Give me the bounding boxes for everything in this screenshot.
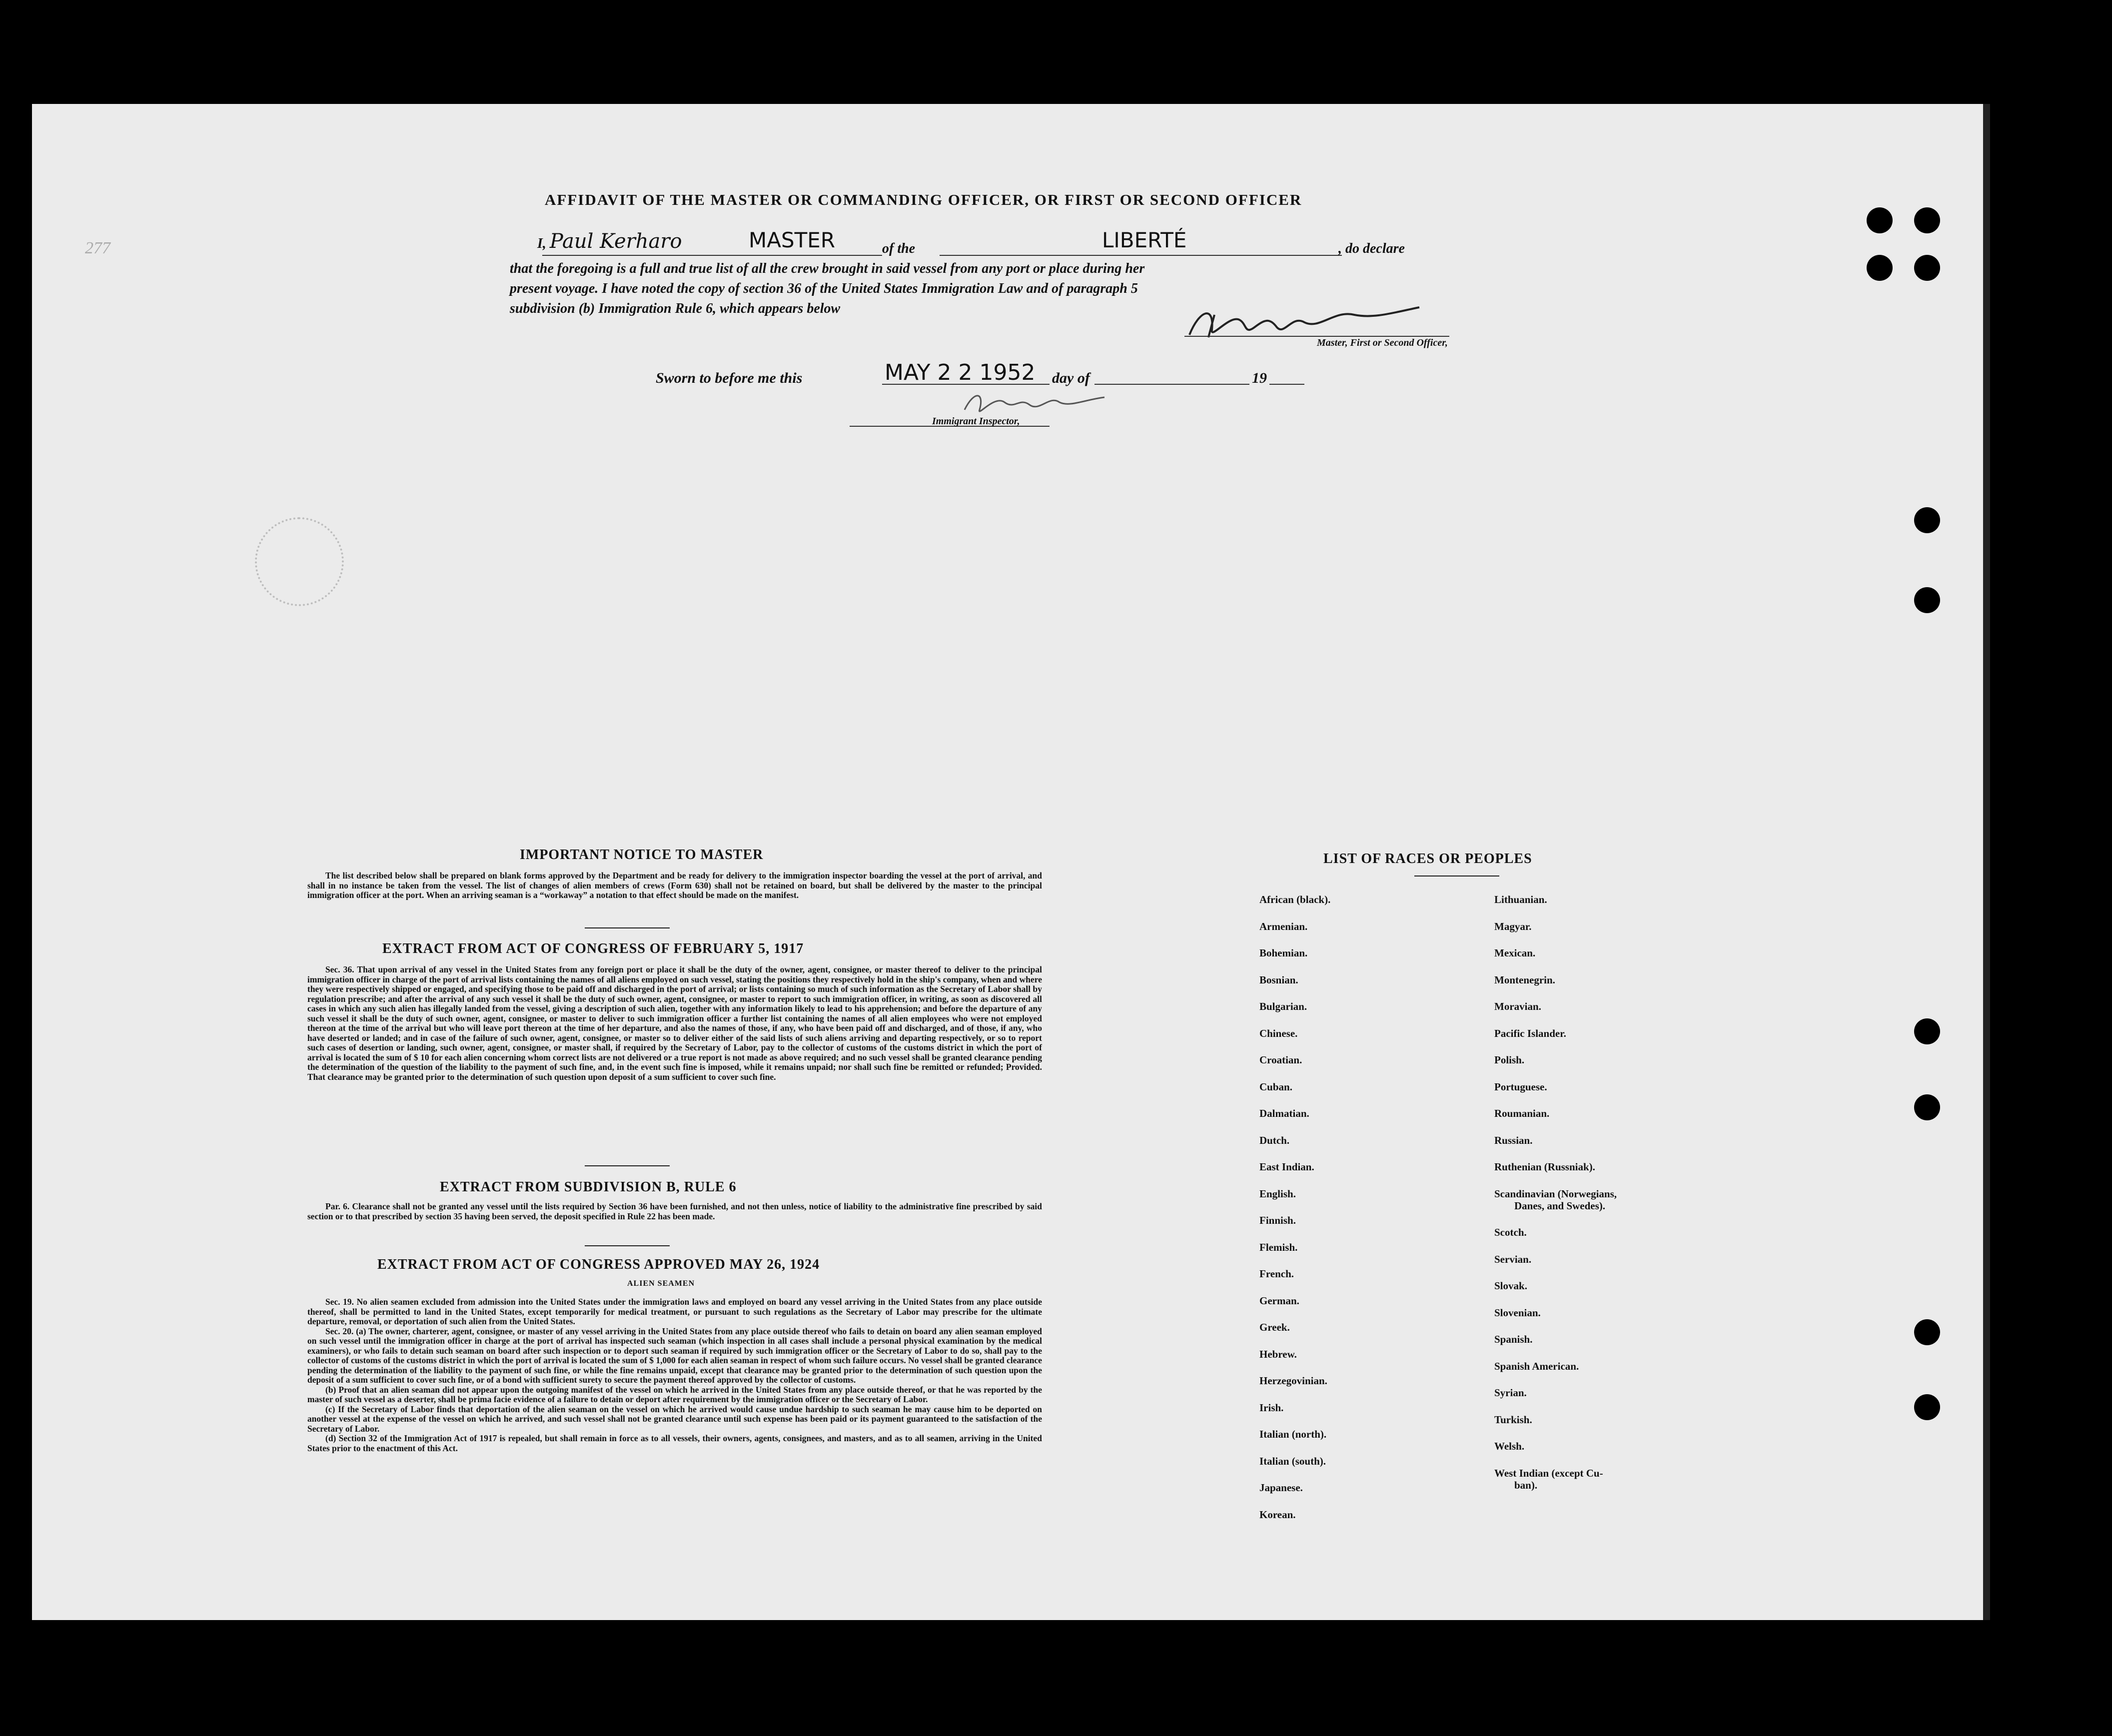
binder-hole [1914, 1319, 1940, 1345]
race-entry: Syrian. [1494, 1387, 1527, 1399]
race-entry: Italian (north). [1259, 1428, 1327, 1440]
race-entry: English. [1259, 1187, 1296, 1200]
race-entry: Italian (south). [1259, 1455, 1326, 1467]
race-entry: Bosnian. [1259, 973, 1298, 986]
race-entry: West Indian (except Cu- ban). [1494, 1467, 1603, 1491]
binder-hole [1867, 207, 1893, 233]
extract-1917-paragraph: Sec. 36. That upon arrival of any vessel in the United States from any foreign port or place it shall be the duty of the owner, agent, consignee, or master thereof to deliver to the principal immigration officer in charge of the port of arrival lists containing the names of all aliens employed on such vessel, stating the positions they respectively hold in the ship's company, when and where they were respectively shipped or engaged, and specifying those to be paid off and discharged in the port of arrival; or lists containing so much of such information as the Secretary of Labor shall by regulation prescribe; and after the arrival of any such vessel it shall be the duty of such owner, agent, consignee, or master to report to such immigration officer, in writing, as soon as discovered all cases in which any such alien has illegally landed from the vessel, giving a description of such alien, together with any information likely to lead to his apprehension; and before the departure of any such vessel it shall be the duty of such owner, agent, consignee, or master to deliver to such immigration officer a further list containing the names of all alien employees who were not employed thereon at the time of the arrival but who will leave port thereon at the time of her departure, and also the names of those, if any, who have been paid off and discharged, and of those, if any, who have deserted or landed; and in case of the failure of such owner, agent, consignee, or master so to deliver either of the said lists of such aliens arriving and departing respectively, or so to report such cases of desertion or landing, such owner, agent, consignee, or master shall, if required by the Secretary of Labor, pay to the collector of customs of the customs district in which the port of arrival is located the sum of $ 10 for each alien concerning whom correct lists are not delivered or a true report is not made as above required; and no such vessel shall be granted clearance pending the determination of the question of the liability to the payment of such fine, and, in the event such fine is imposed, while it remains unpaid; nor shall such fine be remitted or refunded; Provided. That clearance may be granted prior to the determination of such question upon deposit of a sum sufficient to cover such fine. [307, 964, 1042, 1082]
race-entry: Scandinavian (Norwegians, Danes, and Swedes). [1494, 1187, 1617, 1212]
vessel-underline [940, 255, 1342, 256]
affidavit-body-1: that the foregoing is a full and true list of all the crew brought in said vessel from any port or place during her [510, 261, 1145, 276]
extract-1924-paragraph: (c) If the Secretary of Labor finds that deportation of the alien seaman on the vessel on which he arrived would cause undue hardship to such seaman he may cause him to be deported on another vessel at the expense of the vessel on which he arrived, and such vessel shall not be granted clearance until such expense has been paid or its payment guaranteed to the satisfaction of the Secretary of Labor. [307, 1404, 1042, 1434]
race-entry: Spanish American. [1494, 1360, 1579, 1372]
race-entry: Dutch. [1259, 1134, 1290, 1146]
affidavit-body-2: present voyage. I have noted the copy of section 36 of the United States Immigration Law and of paragraph 5 [510, 281, 1138, 296]
extract-1924-title: EXTRACT FROM ACT OF CONGRESS APPROVED MAY 26, 1924 [377, 1257, 820, 1272]
race-entry: Hebrew. [1259, 1348, 1297, 1360]
binder-hole [1867, 255, 1893, 281]
declarant-name: Paul Kerharo [549, 230, 682, 253]
race-entry: Roumanian. [1494, 1107, 1550, 1119]
extract-1924-paragraph: (b) Proof that an alien seaman did not appear upon the outgoing manifest of the vessel on which he arrived in the United States from any place outside thereof, or that he was reported by the master of such vessel as a deserter, shall be prima facie evidence of a failure to detain or deport after requirement by the immigration officer or the Secretary of Labor. [307, 1384, 1042, 1404]
extract-1924-paragraph: Sec. 20. (a) The owner, charterer, agent, consignee, or master of any vessel arriving in the United States from any place outside thereof who fails to detain on board any alien seaman employed on such vessel until the immigration officer in charge at the port of arrival has inspected such seaman (which inspection in all cases shall include a personal physical examination by the medical examiners), or who fails to detain such seaman on board after such inspection or to deport such seaman if required by such immigration officer or the Secretary of Labor to do so, shall pay to the collector of customs of the customs district in which the port of arrival is located the sum of $ 1,000 for each alien seaman in respect of whom such failure occurs. No vessel shall be granted clearance pending the determination of the liability to the payment of such fine, or while the fine remains unpaid, except that clearance may be granted prior to the determination of such question upon the deposit of a sum sufficient to cover such fine, or of a bond with sufficient surety to secure the payment thereof approved by the collector of customs. [307, 1326, 1042, 1385]
race-entry: Magyar. [1494, 920, 1532, 932]
ghost-seal [255, 517, 344, 606]
binder-hole [1914, 207, 1940, 233]
race-entry: Servian. [1494, 1253, 1532, 1265]
race-entry: Flemish. [1259, 1241, 1298, 1253]
race-entry: African (black). [1259, 893, 1331, 905]
race-entry: Russian. [1494, 1134, 1533, 1146]
race-entry: Scotch. [1494, 1226, 1527, 1238]
rank-stamp: MASTER [749, 228, 836, 252]
extract-1917-title: EXTRACT FROM ACT OF CONGRESS OF FEBRUARY 5, 1917 [382, 941, 804, 956]
notice-divider [585, 927, 670, 928]
race-entry: Turkish. [1494, 1413, 1532, 1426]
races-divider [1414, 875, 1499, 876]
extract-1924-subtitle: ALIEN SEAMEN [627, 1279, 695, 1288]
rule-6-text [307, 1202, 1042, 1221]
binder-hole [1914, 1094, 1940, 1120]
race-entry: Armenian. [1259, 920, 1308, 932]
name-underline [542, 255, 882, 256]
extract-1917-text [307, 965, 1042, 1082]
race-entry: Polish. [1494, 1054, 1525, 1066]
race-entry: Slovenian. [1494, 1306, 1541, 1319]
month-underline [1094, 384, 1249, 385]
race-entry: Japanese. [1259, 1482, 1303, 1494]
race-entry: Montenegrin. [1494, 973, 1555, 986]
sworn-prefix: Sworn to before me this [656, 370, 803, 386]
inspector-caption: Immigrant Inspector, [932, 416, 1020, 427]
binder-hole [1914, 255, 1940, 281]
binder-hole [1914, 1394, 1940, 1420]
do-declare-label: , do declare [1338, 241, 1405, 256]
races-title: LIST OF RACES OR PEOPLES [1323, 851, 1532, 867]
race-entry: Chinese. [1259, 1027, 1298, 1039]
affidavit-title: AFFIDAVIT OF THE MASTER OR COMMANDING OFFICER, OR FIRST OR SECOND OFFICER [545, 191, 1302, 208]
rule-6-paragraph: Par. 6. Clearance shall not be granted any vessel until the lists required by Section 36 have been furnished, and not then unless, notice of liability to the administrative fine prescribed by said section or to that prescribed by section 35 having been served, the deposit specified in Rule 22 has been made. [307, 1201, 1042, 1221]
notice-paragraph: The list described below shall be prepared on blank forms approved by the Department and be ready for delivery to the immigration inspector boarding the vessel at the port of arrival, and shall in no instance be taken from the vessel. The list of changes of alien members of crews (Form 630) shall not be retained on board, but shall be delivered by the master to the principal immigration officer at the port. When an arriving seaman is a “workaway” a notation to that effect should be made on the manifest. [307, 870, 1042, 900]
binder-hole [1914, 587, 1940, 613]
race-entry: Welsh. [1494, 1440, 1525, 1452]
extract-1924-paragraph: Sec. 19. No alien seamen excluded from admission into the United States under the immigration laws and employed on board any vessel arriving in the United States from any place outside thereof, shall be permitted to land in the United States, except temporarily for medical treatment, or pursuant to such regulations as the Secretary of Labor may prescribe for the ultimate departure, removal, or deportation of such alien from the United States. [307, 1297, 1042, 1326]
race-entry: Korean. [1259, 1508, 1296, 1521]
race-entry: French. [1259, 1268, 1294, 1280]
race-entry: Greek. [1259, 1321, 1290, 1333]
race-entry: Pacific Islander. [1494, 1027, 1566, 1039]
race-entry: Lithuanian. [1494, 893, 1547, 905]
race-entry: Cuban. [1259, 1080, 1292, 1093]
rule-6-divider [585, 1245, 670, 1246]
affidavit-body-3: subdivision (b) Immigration Rule 6, which appears below [510, 301, 841, 316]
affidavit-declaration-line [537, 230, 682, 253]
inspector-signature [960, 385, 1109, 420]
page-edge-shadow [1983, 104, 1990, 1620]
race-entry: Moravian. [1494, 1000, 1541, 1012]
binder-hole [1914, 507, 1940, 533]
binder-hole [1914, 1018, 1940, 1044]
of-the-label: of the [882, 241, 916, 256]
race-entry: Spanish. [1494, 1333, 1533, 1345]
margin-number: 277 [85, 239, 110, 257]
extract-1924-text [307, 1297, 1042, 1453]
notice-text [307, 871, 1042, 900]
race-entry: Irish. [1259, 1401, 1284, 1414]
day-of-label: day of [1052, 370, 1090, 386]
declarant-prefix: I, [537, 236, 546, 251]
race-entry: Slovak. [1494, 1280, 1527, 1292]
race-entry: Ruthenian (Russniak). [1494, 1161, 1595, 1173]
extract-1917-divider [585, 1165, 670, 1166]
race-entry: Herzegovinian. [1259, 1375, 1327, 1387]
sworn-date-stamp: MAY 2 2 1952 [885, 360, 1036, 385]
year-prefix: 19 [1252, 370, 1267, 386]
rule-6-title: EXTRACT FROM SUBDIVISION B, RULE 6 [440, 1179, 737, 1195]
race-entry: Finnish. [1259, 1214, 1296, 1226]
race-entry: Bohemian. [1259, 947, 1308, 959]
race-entry: East Indian. [1259, 1161, 1314, 1173]
master-signature-caption: Master, First or Second Officer, [1317, 337, 1448, 348]
race-entry: Bulgarian. [1259, 1000, 1307, 1012]
race-entry: German. [1259, 1294, 1299, 1307]
race-entry: Mexican. [1494, 947, 1536, 959]
year-underline [1269, 384, 1304, 385]
race-entry: Dalmatian. [1259, 1107, 1309, 1119]
vessel-name: LIBERTÉ [1102, 228, 1187, 252]
race-entry: Portuguese. [1494, 1080, 1547, 1093]
extract-1924-paragraph: (d) Section 32 of the Immigration Act of 1917 is repealed, but shall remain in force as to all vessels, their owners, agents, consignees, and masters, and as to all seamen, arriving in the United States prior to the enactment of this Act. [307, 1433, 1042, 1453]
notice-title: IMPORTANT NOTICE TO MASTER [520, 847, 764, 863]
master-signature-line [1184, 336, 1449, 337]
race-entry: Croatian. [1259, 1054, 1302, 1066]
